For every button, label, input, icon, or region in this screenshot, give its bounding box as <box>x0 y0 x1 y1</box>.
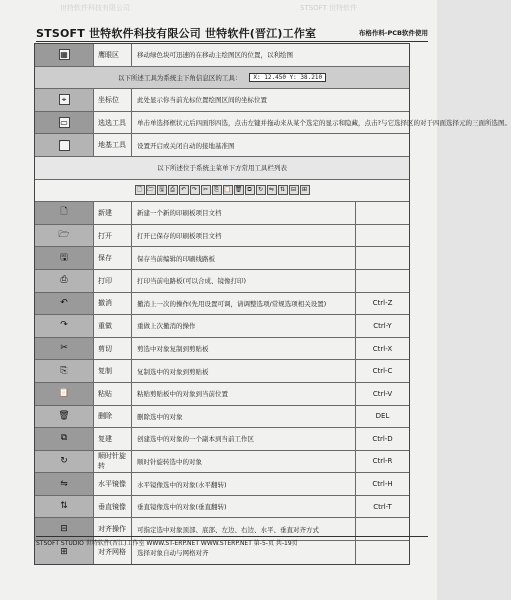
icon-cell <box>35 383 94 405</box>
icon-cell <box>35 247 94 269</box>
tool-name: 粘贴 <box>94 383 132 405</box>
shortcut-key: Ctrl-T <box>355 496 409 518</box>
table-row <box>35 89 409 112</box>
shortcut-key: Ctrl-Y <box>355 315 409 337</box>
ground-tool-icon: ⌒ <box>60 140 68 150</box>
icon-cell <box>35 270 94 292</box>
tool-name: 打开 <box>94 225 132 247</box>
icon-cell <box>35 202 94 224</box>
band-text: 以下所述位于系统主菜单下方常用工具栏列表 <box>157 164 287 173</box>
tool-description: 可指定选中对象顶部、底部、左边、右边、水平、垂直对齐方式 <box>137 525 319 534</box>
undo-icon: ↶ <box>60 297 68 308</box>
delete-icon: 🗑 <box>58 410 70 421</box>
shortcut-key: Ctrl-D <box>355 428 409 450</box>
tool-description: 移动绿色块可迅速的在移动主绘图区的位置，以利绘图 <box>137 51 293 60</box>
tool-name: 新建 <box>94 202 132 224</box>
tool-name: 水平镜像 <box>94 473 132 495</box>
icon-cell <box>35 451 94 473</box>
shortcut-key <box>355 225 409 247</box>
tool-description: 撤消上一次的操作(先用设置可调，请调整选项/常规选项相关设置) <box>137 299 327 308</box>
tool-description: 选择对象自动与网格对齐 <box>137 548 209 557</box>
shortcut-key <box>355 202 409 224</box>
mirror-v-icon: ⇅ <box>278 185 288 195</box>
shortcut-key <box>355 247 409 269</box>
icon-cell <box>35 44 94 66</box>
tool-description: 粘贴剪贴板中的对象到当前位置 <box>137 390 228 399</box>
toolbar-strip <box>35 180 409 202</box>
tool-description: 设置开启或关闭自动的接地基准图 <box>137 141 235 150</box>
table-row <box>35 270 409 293</box>
tool-description: 垂直镜像选中的对象(垂直翻转) <box>137 503 227 512</box>
icon-cell <box>35 473 94 495</box>
shortcut-key: DEL <box>355 406 409 428</box>
open-folder-icon: 🗁 <box>58 230 70 241</box>
table-row <box>35 383 409 406</box>
paste-icon: 📋 <box>223 186 232 194</box>
tool-name: 删除 <box>94 406 132 428</box>
icon-cell <box>35 496 94 518</box>
icon-cell <box>35 428 94 450</box>
tool-name: 重做 <box>94 315 132 337</box>
header-tagline: 布格作料-PCB软件使用 <box>358 29 428 37</box>
tool-description: 剪选中对象复制到剪贴板 <box>137 345 209 354</box>
tool-description: 打开已保存的印刷板项目文档 <box>137 232 222 241</box>
tool-name: 顺时针旋转 <box>94 451 132 473</box>
table-row <box>35 157 409 180</box>
tool-name: 剪切 <box>94 338 132 360</box>
select-tool-icon: ▭ <box>60 117 68 127</box>
tool-name: 对齐操作 <box>94 518 132 540</box>
table-row <box>35 225 409 248</box>
shortcut-key: Ctrl-C <box>355 360 409 382</box>
header-brand: STSOFT 世特软件科技有限公司 世特软件(晋江)工作室 <box>36 27 317 40</box>
table-row <box>35 44 409 67</box>
tool-name: 垂直镜像 <box>94 496 132 518</box>
redo-icon: ↷ <box>60 320 68 331</box>
copy-icon: ⎘ <box>212 185 222 195</box>
tool-name: 选选工具 <box>94 112 132 134</box>
cut-icon: ✂ <box>201 185 211 195</box>
table-row <box>35 496 409 519</box>
tool-name: 鹰眼区 <box>94 44 132 66</box>
paste-icon: 📋 <box>58 388 70 399</box>
cut-icon: ✂ <box>60 343 68 354</box>
tool-description: 删除选中的对象 <box>137 412 183 421</box>
shortcut-key <box>355 270 409 292</box>
tool-name: 对齐网格 <box>94 541 132 564</box>
table-row <box>35 67 409 90</box>
toolbar-strip-row <box>35 180 409 203</box>
table-row <box>35 406 409 429</box>
snap-grid-icon: ⊞ <box>60 546 68 557</box>
tool-name: 撤消 <box>94 293 132 315</box>
rotate-icon: ↻ <box>256 185 266 195</box>
table-row <box>35 315 409 338</box>
table-row <box>35 473 409 496</box>
tool-table <box>34 43 511 565</box>
icon-cell <box>35 89 94 111</box>
tool-name: 地基工具 <box>94 134 132 156</box>
tool-name: 打印 <box>94 270 132 292</box>
tool-name: 坐标位 <box>94 89 132 111</box>
duplicate-icon: ⧉ <box>245 185 255 195</box>
footer-rule <box>36 536 428 537</box>
tool-description: 单击单选择框状元后四面形四选，点击左键并拖动来从某个选定的显示和隐藏，点击?与它选择区的对于四面选择元的三面所选图。 <box>137 119 511 128</box>
tool-description: 顺时针旋转选中的对象 <box>137 457 202 466</box>
tool-description: 复制选中的对象到剪贴板 <box>137 367 209 376</box>
table-row <box>35 112 511 135</box>
table-row <box>35 247 409 270</box>
tool-name: 复建 <box>94 428 132 450</box>
mirror-h-icon: ⇋ <box>60 478 68 489</box>
undo-icon: ↶ <box>179 185 189 195</box>
mirror-v-icon: ⇅ <box>60 501 68 512</box>
page-footer: STSOFT STUDIO 世特软件(晋江)工作室 WWW.ST-ERP.NET WWW.STERP.NET 第-5-页 共-19页 <box>36 540 298 547</box>
tool-description: 重做上次撤消的操作 <box>137 322 196 331</box>
shortcut-key: Ctrl-V <box>355 383 409 405</box>
table-row <box>35 451 409 474</box>
tool-description: 此处显示你当前光标位置绘图区间的坐标位置 <box>137 96 267 105</box>
shortcut-key: Ctrl-X <box>355 338 409 360</box>
save-icon: 🖫 <box>60 252 68 263</box>
bleed-through-text: STSOFT 世特软件 <box>300 4 358 12</box>
bleed-through-text: 世特软件科技有限公司 <box>60 4 130 12</box>
band-text: 以下所述工具为系统主下角信息区的工具： <box>117 73 242 82</box>
icon-cell <box>35 315 94 337</box>
table-row <box>35 293 409 316</box>
new-file-icon: 🗋 <box>135 185 145 195</box>
delete-icon: 🗑 <box>234 186 243 194</box>
icon-cell <box>35 293 94 315</box>
tool-description: 打印当前电路板(可以合成、镜像打印) <box>137 277 247 286</box>
table-row <box>35 202 409 225</box>
coordinate-icon: ⌖ <box>59 94 70 105</box>
tool-description: 保存当前编辑的印刷线路板 <box>137 254 215 263</box>
save-icon: 🖫 <box>157 185 167 195</box>
icon-cell <box>35 225 94 247</box>
redo-icon: ↷ <box>190 185 200 195</box>
align-icon: ⊟ <box>60 523 68 534</box>
coordinate-readout: X: 12.450 Y: 38.210 <box>249 73 326 82</box>
icon-cell <box>35 406 94 428</box>
print-icon: ⎙ <box>168 185 178 195</box>
rotate-icon: ↻ <box>60 455 68 466</box>
duplicate-icon: ⧉ <box>60 433 68 444</box>
header-rule <box>36 41 428 42</box>
open-folder-icon: 🗁 <box>146 186 155 194</box>
shortcut-key: Ctrl-Z <box>355 293 409 315</box>
table-row <box>35 338 409 361</box>
icon-cell <box>35 134 94 156</box>
mirror-h-icon: ⇋ <box>267 185 277 195</box>
table-row <box>35 428 409 451</box>
shortcut-key: Ctrl-R <box>355 451 409 473</box>
tool-name: 保存 <box>94 247 132 269</box>
snap-grid-icon: ⊞ <box>300 185 310 195</box>
icon-cell <box>35 338 94 360</box>
align-icon: ⊟ <box>289 185 299 195</box>
new-file-icon: 🗋 <box>60 207 68 218</box>
tool-name: 复制 <box>94 360 132 382</box>
table-row <box>35 360 409 383</box>
copy-icon: ⎘ <box>60 365 68 376</box>
table-row <box>35 134 409 157</box>
tool-description: 创建选中的对象的一个副本到当前工作区 <box>137 435 254 444</box>
tool-description: 水平镜像选中的对象(水平翻转) <box>137 480 227 489</box>
icon-cell <box>35 360 94 382</box>
tool-description: 新建一个新的印刷板项目文档 <box>137 209 222 218</box>
icon-cell <box>35 112 94 134</box>
shortcut-key: Ctrl-H <box>355 473 409 495</box>
print-icon: ⎙ <box>60 275 68 286</box>
eagle-eye-icon: ▦ <box>60 49 68 59</box>
page-header <box>36 24 428 40</box>
